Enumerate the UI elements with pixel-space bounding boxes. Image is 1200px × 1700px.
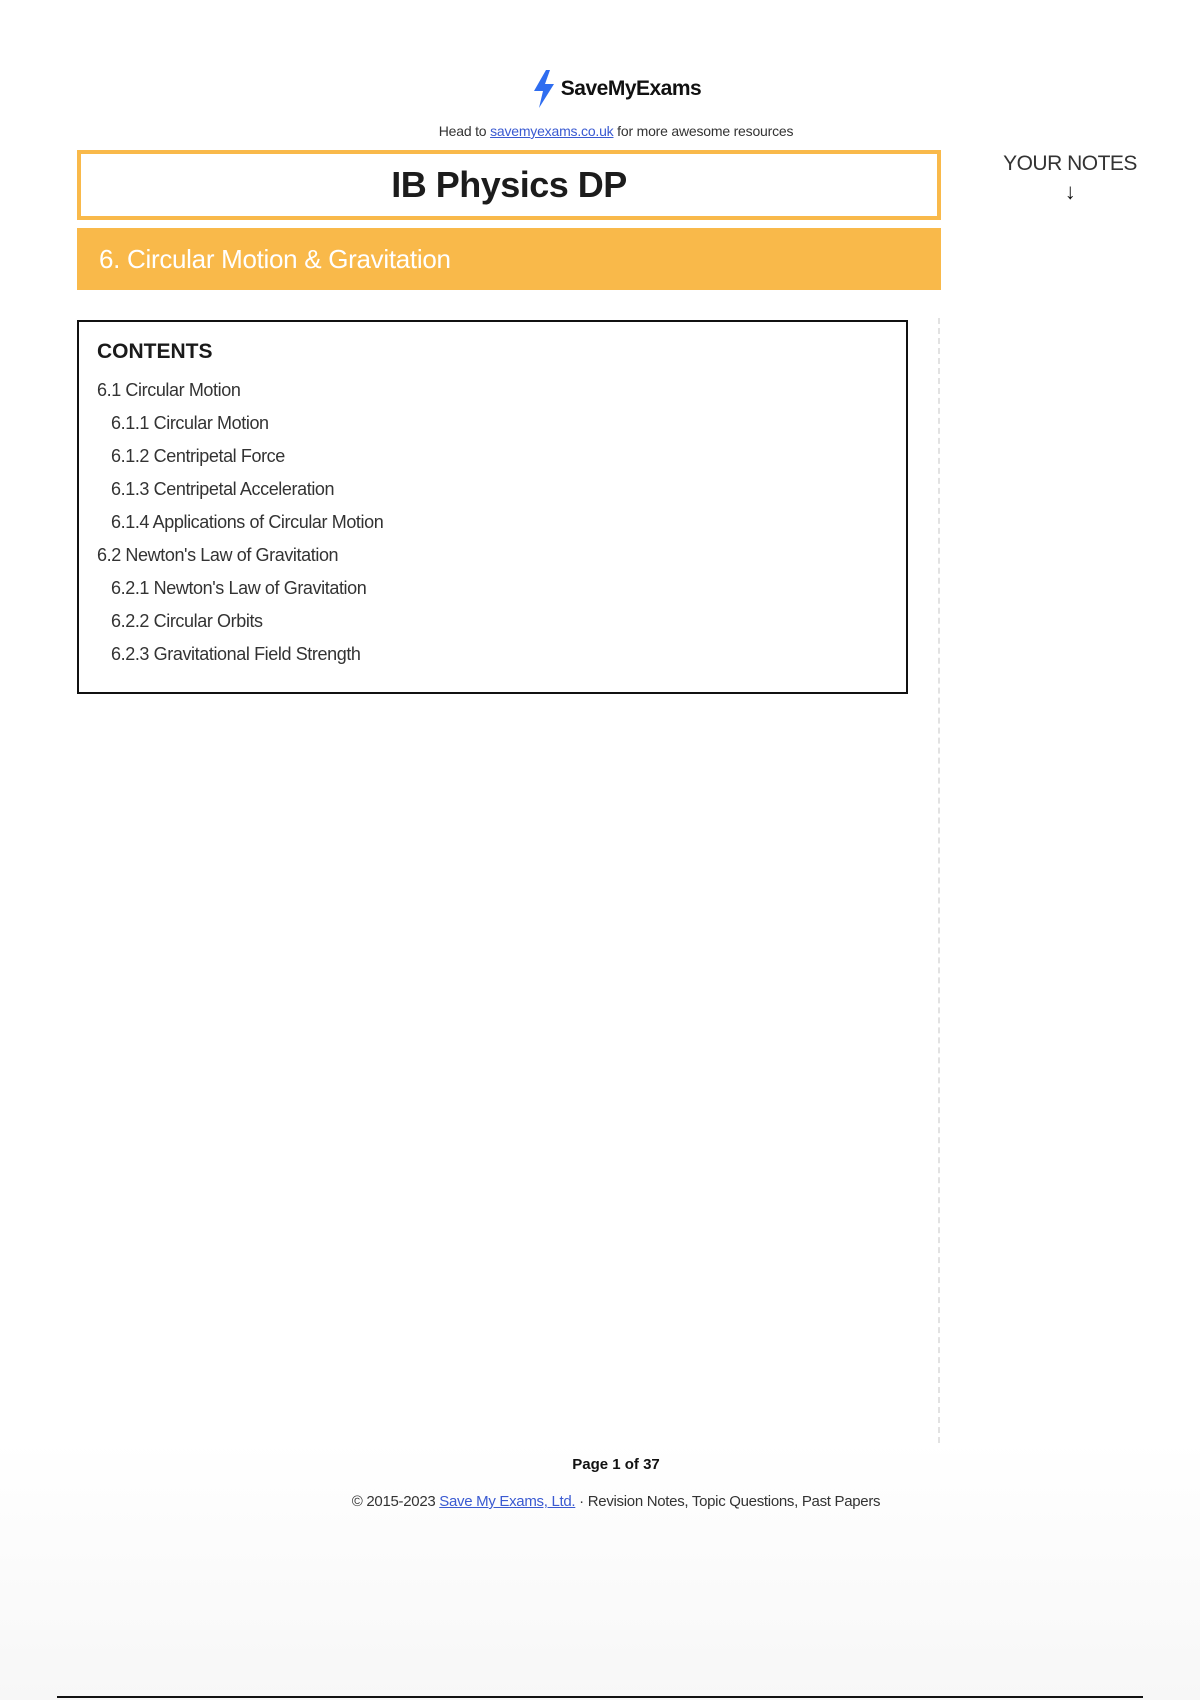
tagline-suffix: for more awesome resources xyxy=(613,123,794,139)
toc-item[interactable]: 6.2.1 Newton's Law of Gravitation xyxy=(111,578,367,598)
tagline-prefix: Head to xyxy=(438,123,491,139)
toc-list xyxy=(97,374,888,671)
table-of-contents xyxy=(77,320,908,694)
page-shade xyxy=(0,1440,1200,1700)
toc-item[interactable]: 6.2.3 Gravitational Field Strength xyxy=(111,644,361,664)
header-tagline xyxy=(0,123,1200,139)
toc-item[interactable]: 6.1.4 Applications of Circular Motion xyxy=(111,512,384,532)
bottom-rule xyxy=(57,1696,1143,1698)
tagline-link[interactable]: savemyexams.co.uk xyxy=(490,123,614,139)
brand-name: SaveMyExams xyxy=(560,77,702,100)
toc-item[interactable]: 6.2 Newton's Law of Gravitation xyxy=(97,545,339,565)
copyright-prefix: © 2015-2023 xyxy=(351,1493,440,1510)
page-number: Page 1 of 37 xyxy=(572,1456,660,1473)
down-arrow-icon: ↓ xyxy=(1064,179,1076,204)
notes-divider xyxy=(938,318,940,1443)
your-notes-label xyxy=(990,152,1150,206)
copyright-link[interactable]: Save My Exams, Ltd. xyxy=(439,1493,576,1510)
topic-banner: 6. Circular Motion & Gravitation xyxy=(77,228,941,290)
copyright-suffix: · Revision Notes, Topic Questions, Past Papers xyxy=(575,1493,881,1510)
brand-logo[interactable] xyxy=(531,70,701,108)
toc-item[interactable]: 6.1.2 Centripetal Force xyxy=(111,446,285,466)
page-header xyxy=(0,70,1200,139)
toc-item[interactable]: 6.1.3 Centripetal Acceleration xyxy=(111,479,335,499)
footer-copyright xyxy=(0,1493,1200,1510)
your-notes-text: YOUR NOTES xyxy=(1003,152,1137,175)
toc-item[interactable]: 6.2.2 Circular Orbits xyxy=(111,611,263,631)
contents-heading: CONTENTS xyxy=(97,340,213,363)
toc-item[interactable]: 6.1 Circular Motion xyxy=(97,380,241,400)
toc-item[interactable]: 6.1.1 Circular Motion xyxy=(111,413,269,433)
lightning-bolt-icon xyxy=(531,70,557,108)
document-title: IB Physics DP xyxy=(77,150,941,220)
